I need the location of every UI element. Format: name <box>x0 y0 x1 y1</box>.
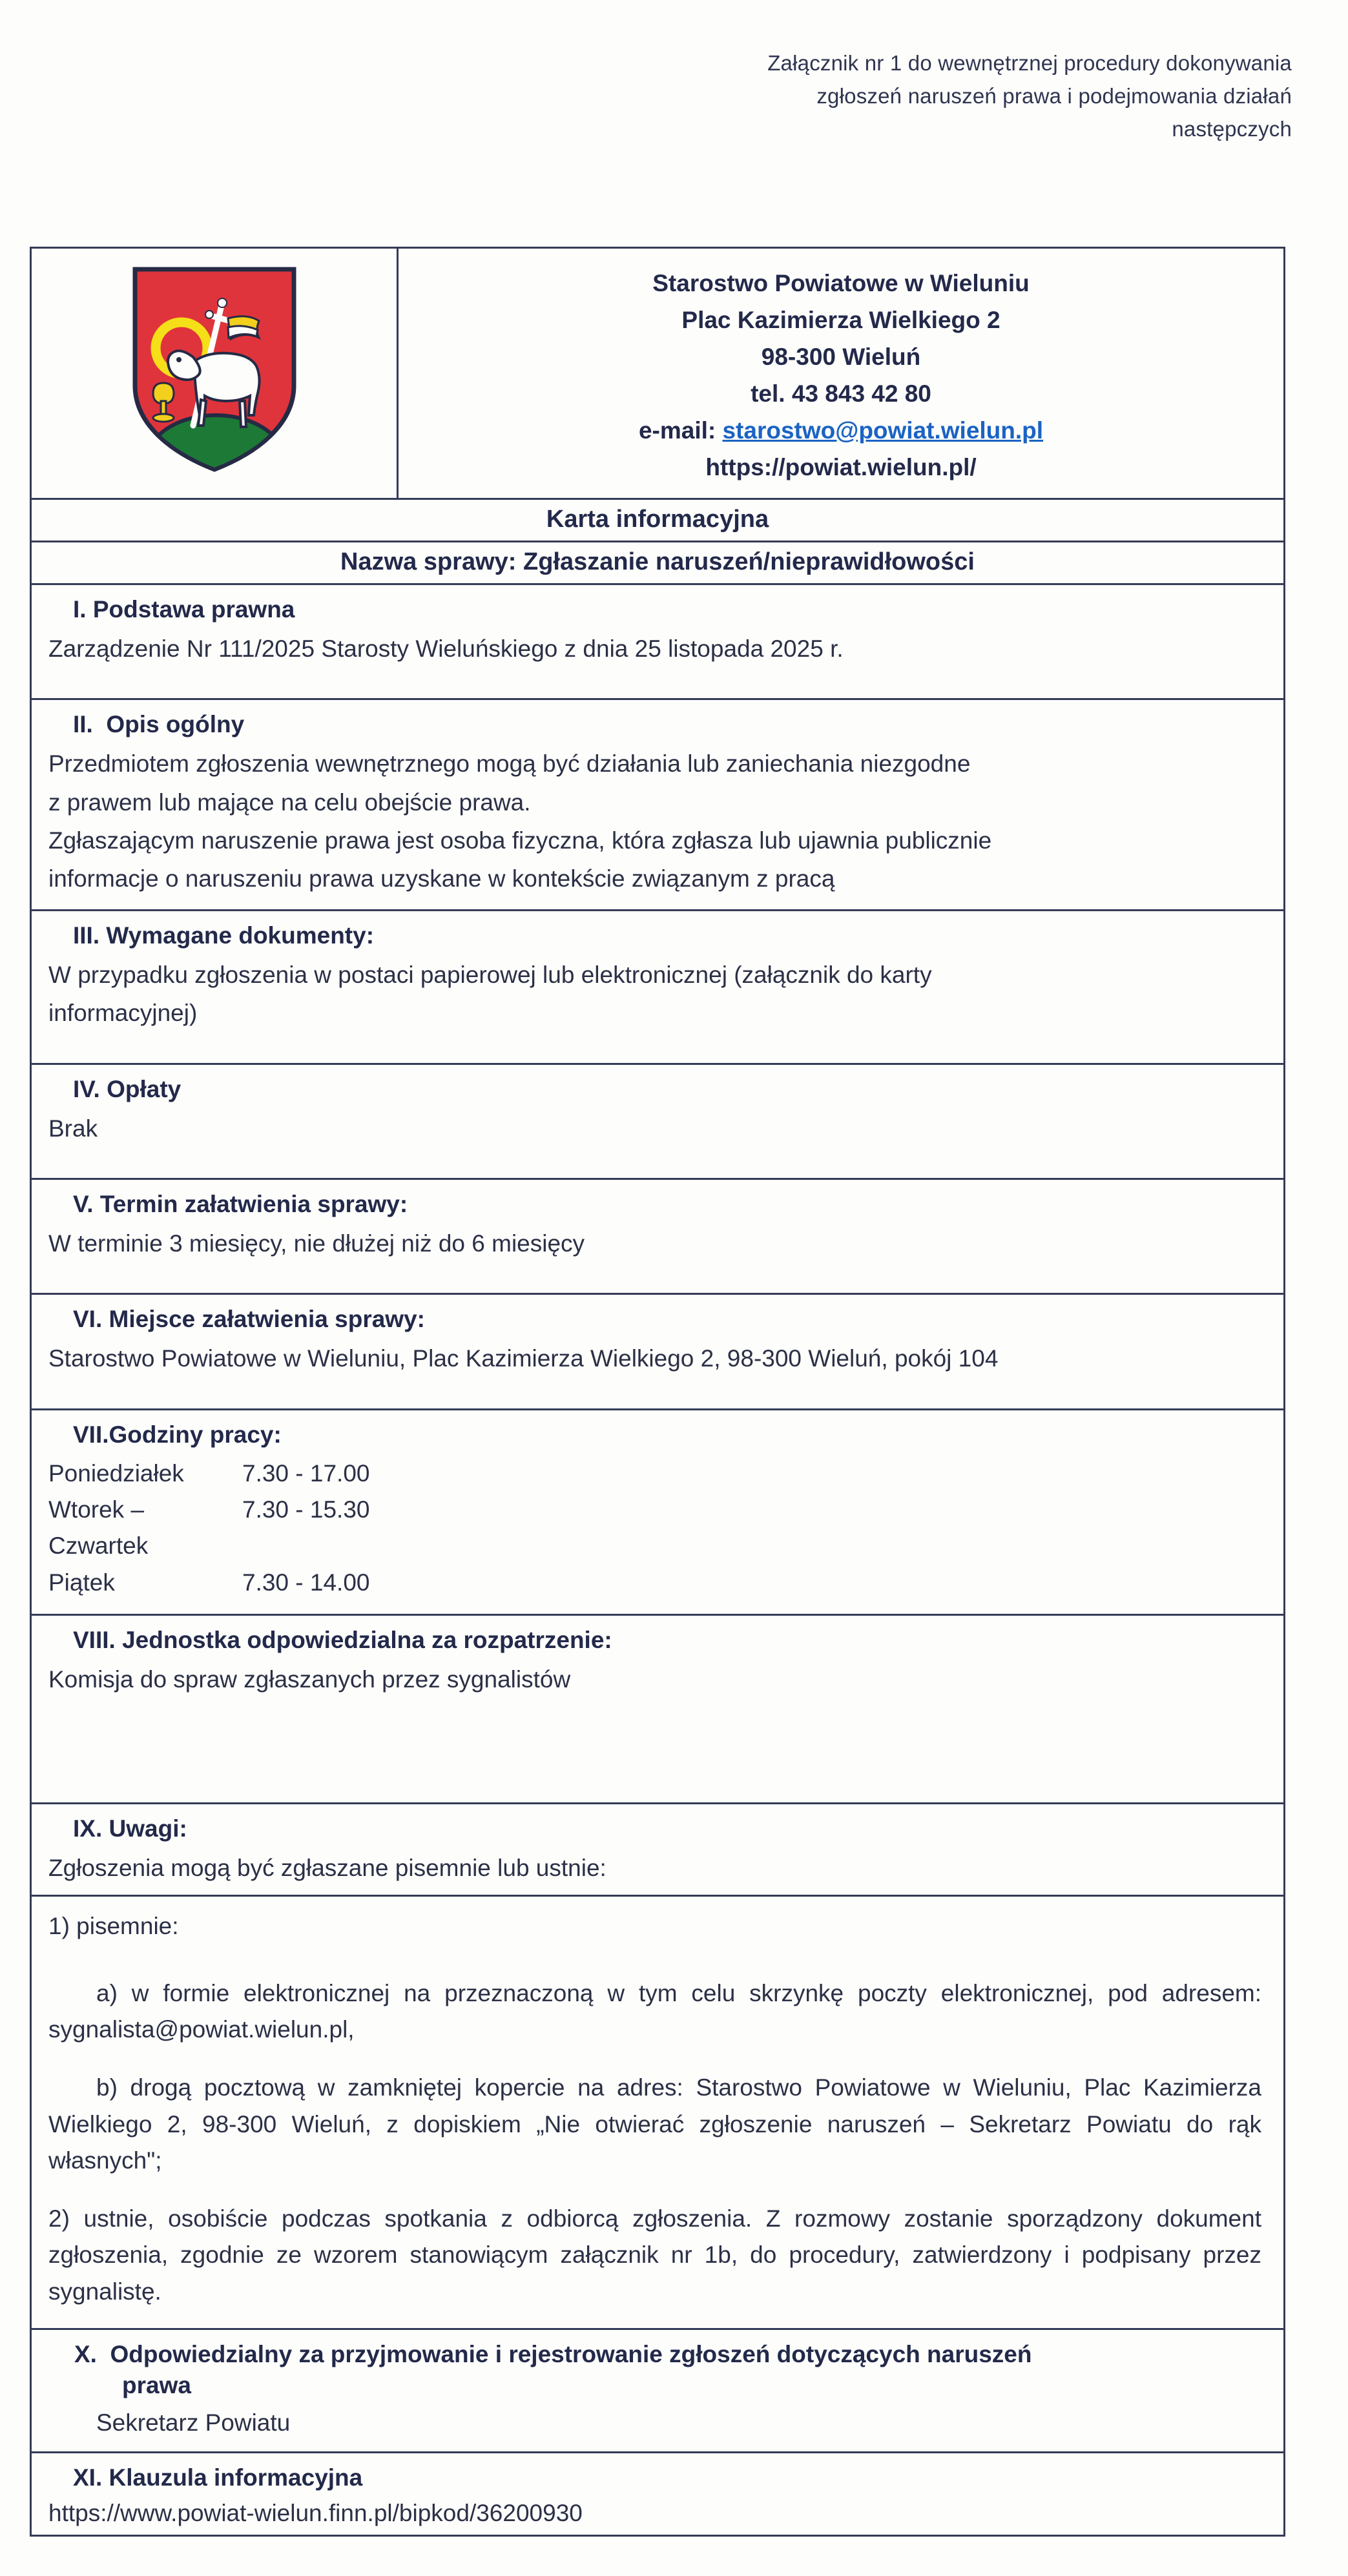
section-xi-title: Klauzula informacyjna <box>109 2464 363 2491</box>
office-name: Starostwo Powiatowe w Wieluniu <box>652 270 1030 296</box>
submission-methods-block <box>32 1897 1283 2330</box>
section-ix-heading <box>32 1804 1283 1847</box>
submission-written-lead: 1) pisemnie: <box>48 1912 179 1939</box>
section-ii-line-2: z prawem lub mające na celu obejście prawa. <box>48 788 531 816</box>
section-vii-title: Godziny pracy: <box>109 1421 282 1448</box>
section-iv-number: IV. <box>73 1075 100 1102</box>
card-title: Karta informacyjna <box>32 500 1283 542</box>
section-xi-heading <box>32 2453 1283 2496</box>
case-name: Nazwa sprawy: Zgłaszanie naruszeń/nieprawidłowości <box>32 542 1283 585</box>
office-city: 98-300 Wieluń <box>761 343 921 370</box>
section-vii-heading <box>32 1410 1283 1453</box>
section-v-title: Termin załatwienia sprawy: <box>99 1190 408 1217</box>
section-v <box>32 1180 1283 1295</box>
section-ix-title: Uwagi: <box>109 1815 187 1842</box>
working-hours-row <box>48 1456 1283 1492</box>
attachment-annotation <box>646 46 1292 145</box>
section-vi-number: VI. <box>73 1306 103 1333</box>
working-hours-time: 7.30 - 15.30 <box>242 1496 370 1523</box>
section-iv-body <box>32 1108 1283 1159</box>
section-iii-line-2: informacyjnej) <box>48 1000 198 1027</box>
section-x <box>32 2330 1283 2453</box>
section-vi-heading <box>32 1295 1283 1337</box>
information-card-table <box>30 247 1285 2537</box>
working-hours-day: Wtorek – Czwartek <box>48 1496 149 1560</box>
section-i-filler <box>32 679 1283 698</box>
submission-item-2: 2) ustnie, osobiście podczas spotkania z odbiorcą zgłoszenia. Z rozmowy zostanie sporządzony dokument zgłoszenia, zgodnie ze wzorem stanowiącym załącznik nr 1b, do procedury, zatwierdzony i podpisany przez sygnalistę. <box>48 2205 1261 2305</box>
coat-of-arms-wielun-icon <box>131 265 298 472</box>
section-v-filler <box>32 1273 1283 1293</box>
working-hours-row <box>48 1565 1283 1601</box>
section-ix <box>32 1804 1283 1896</box>
section-x-number: X. <box>74 2340 97 2367</box>
office-street: Plac Kazimierza Wielkiego 2 <box>681 306 1001 333</box>
section-iii-heading <box>32 911 1283 954</box>
email-label: e-mail: <box>638 417 716 444</box>
section-iii-filler <box>32 1044 1283 1063</box>
section-v-body <box>32 1222 1283 1273</box>
section-viii-line-1: Komisja do spraw zgłaszanych przez sygnalistów <box>48 1665 571 1693</box>
submission-item-a: a) w formie elektronicznej na przeznaczoną w tym celu skrzynkę poczty elektronicznej, pod adresem: sygnalista@powiat.wielun.pl, <box>48 1979 1261 2043</box>
section-ix-line-1: Zgłoszenia mogą być zgłaszane pisemnie lub ustnie: <box>48 1855 607 1882</box>
annotation-line-2: zgłoszeń naruszeń prawa i podejmowania działań <box>816 84 1292 108</box>
section-viii-title: Jednostka odpowiedzialna za rozpatrzenie: <box>122 1626 612 1653</box>
section-viii-number: VIII. <box>73 1626 116 1653</box>
section-ii-line-4: informacje o naruszeniu prawa uzyskane w kontekście związanym z pracą <box>48 865 835 892</box>
section-x-title-line-1: Odpowiedzialny za przyjmowanie i rejestrowanie zgłoszeń dotyczących naruszeń <box>110 2340 1032 2367</box>
section-iii-title: Wymagane dokumenty: <box>106 922 375 949</box>
section-ii-line-3: Zgłaszającym naruszenie prawa jest osoba fizyczna, która zgłasza lub ujawnia publicznie <box>48 827 992 854</box>
section-iv-filler <box>32 1159 1283 1178</box>
section-x-heading <box>32 2330 1283 2404</box>
section-ii-line-1: Przedmiotem zgłoszenia wewnętrznego mogą być działania lub zaniechania niezgodne <box>48 750 971 778</box>
annotation-line-3: następczych <box>1172 117 1292 141</box>
working-hours-time: 7.30 - 14.00 <box>242 1569 370 1596</box>
section-ix-body <box>32 1847 1283 1894</box>
section-viii-heading <box>32 1616 1283 1658</box>
section-viii <box>32 1616 1283 1804</box>
section-iv-heading <box>32 1065 1283 1108</box>
section-iv-line-1: Brak <box>48 1115 98 1142</box>
office-email-row <box>411 413 1270 449</box>
email-link[interactable]: starostwo@powiat.wielun.pl <box>722 417 1044 444</box>
section-xi-number: XI. <box>73 2464 103 2491</box>
section-i <box>32 585 1283 700</box>
section-viii-filler <box>32 1705 1283 1802</box>
section-vii <box>32 1410 1283 1616</box>
section-iii-number: III. <box>73 922 100 949</box>
section-xi-url[interactable]: https://www.powiat-wielun.finn.pl/bipkod/36200930 <box>48 2499 583 2526</box>
working-hours-row <box>48 1492 1283 1564</box>
crest-cell <box>32 249 399 498</box>
section-v-heading <box>32 1180 1283 1222</box>
section-ii-heading <box>32 700 1283 743</box>
section-ix-number: IX. <box>73 1815 103 1842</box>
working-hours-day: Poniedziałek <box>48 1459 184 1487</box>
section-vi <box>32 1295 1283 1410</box>
section-ii <box>32 700 1283 911</box>
section-iv-title: Opłaty <box>107 1075 181 1102</box>
working-hours-day: Piątek <box>48 1569 115 1596</box>
section-iii-body <box>32 954 1283 1044</box>
section-x-body: Sekretarz Powiatu <box>96 2409 291 2437</box>
annotation-line-1: Załącznik nr 1 do wewnętrznej procedury dokonywania <box>767 51 1292 75</box>
section-viii-body <box>32 1658 1283 1705</box>
section-i-body <box>32 628 1283 679</box>
submission-item-b: b) drogą pocztową w zamkniętej kopercie na adres: Starostwo Powiatowe w Wieluniu, Plac Kazimierza Wielkiego 2, 98-300 Wieluń, z dopiskiem „Nie otwierać zgłoszenie naruszeń – Sekretarz Powiatu do rąk własnych"; <box>48 2074 1261 2174</box>
section-i-line-1: Zarządzenie Nr 111/2025 Starosty Wieluńskiego z dnia 25 listopada 2025 r. <box>48 635 844 662</box>
section-xi <box>32 2453 1283 2535</box>
section-v-line-1: W terminie 3 miesięcy, nie dłużej niż do 6 miesięcy <box>48 1230 585 1257</box>
office-address-block <box>399 249 1283 498</box>
section-x-title-line-2: prawa <box>122 2371 191 2398</box>
section-vi-filler <box>32 1389 1283 1408</box>
section-iii <box>32 911 1283 1065</box>
section-vi-body <box>32 1337 1283 1388</box>
working-hours-time: 7.30 - 17.00 <box>242 1459 370 1487</box>
card-header-row <box>32 249 1283 500</box>
section-v-number: V. <box>73 1190 94 1217</box>
section-iii-line-1: W przypadku zgłoszenia w postaci papierowej lub elektronicznej (załącznik do karty <box>48 961 932 988</box>
working-hours-table <box>32 1453 1283 1614</box>
section-vi-line-1: Starostwo Powiatowe w Wieluniu, Plac Kazimierza Wielkiego 2, 98-300 Wieluń, pokój 104 <box>48 1345 999 1372</box>
section-vii-number: VII. <box>73 1421 109 1448</box>
section-ii-number: II. <box>73 711 93 738</box>
section-i-heading <box>32 585 1283 628</box>
section-i-number: I. <box>73 595 87 623</box>
office-phone: tel. 43 843 42 80 <box>751 380 931 407</box>
section-i-title: Podstawa prawna <box>92 595 295 623</box>
section-ii-body <box>32 743 1283 909</box>
office-website[interactable]: https://powiat.wielun.pl/ <box>705 453 977 480</box>
section-iv <box>32 1065 1283 1180</box>
section-ii-title: Opis ogólny <box>106 711 245 738</box>
section-vi-title: Miejsce załatwienia sprawy: <box>109 1306 425 1333</box>
